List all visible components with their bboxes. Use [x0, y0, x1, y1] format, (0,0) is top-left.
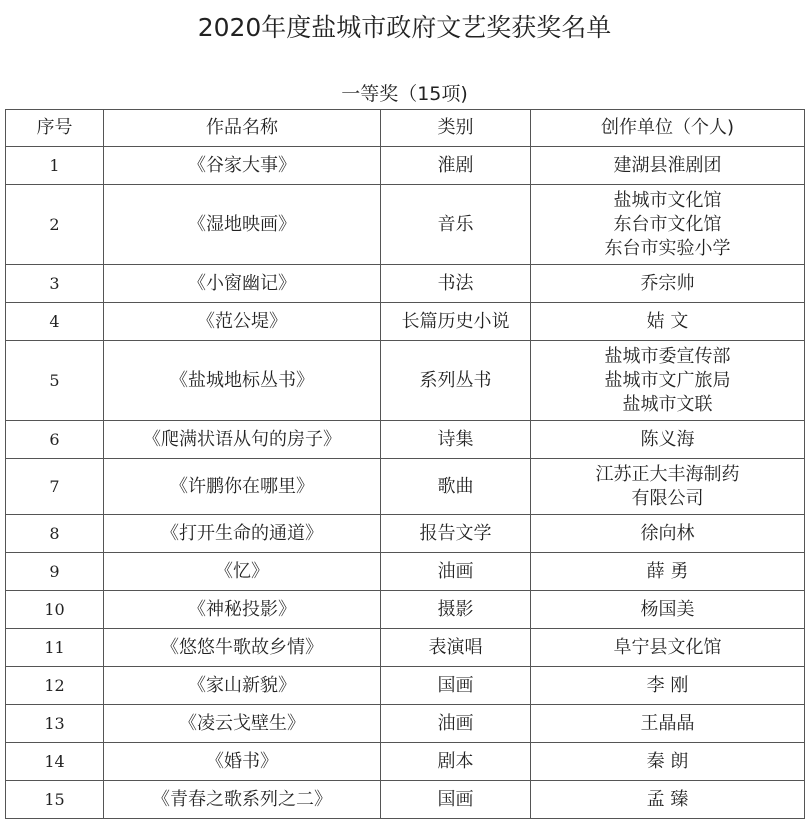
cell-work-title: 《神秘投影》	[104, 591, 381, 629]
cell-work-title: 《青春之歌系列之二》	[104, 781, 381, 819]
cell-creator	[531, 185, 805, 265]
creator-line: 李 刚	[646, 674, 689, 696]
cell-category: 诗集	[381, 421, 531, 459]
cell-number: 8	[6, 515, 104, 553]
cell-work-title: 《家山新貌》	[104, 667, 381, 705]
table-row	[6, 421, 805, 459]
cell-creator	[531, 553, 805, 591]
cell-number: 10	[6, 591, 104, 629]
cell-creator	[531, 147, 805, 185]
creator-line: 王晶晶	[640, 712, 695, 734]
table-row	[6, 341, 805, 421]
cell-creator	[531, 781, 805, 819]
cell-category: 国画	[381, 781, 531, 819]
cell-number: 13	[6, 705, 104, 743]
cell-category: 书法	[381, 265, 531, 303]
creator-line: 盐城市委宣传部	[604, 345, 731, 367]
cell-number: 12	[6, 667, 104, 705]
cell-creator	[531, 591, 805, 629]
creator-line: 江苏正大丰海制药	[595, 463, 740, 485]
cell-category: 报告文学	[381, 515, 531, 553]
cell-creator	[531, 515, 805, 553]
creator-line: 东台市文化馆	[613, 213, 722, 235]
cell-creator	[531, 667, 805, 705]
cell-category: 系列丛书	[381, 341, 531, 421]
cell-work-title: 《忆》	[104, 553, 381, 591]
cell-work-title: 《婚书》	[104, 743, 381, 781]
cell-creator	[531, 743, 805, 781]
page-title: 2020年度盐城市政府文艺奖获奖名单	[197, 13, 612, 42]
creator-line: 乔宗帅	[640, 272, 695, 294]
section-subtitle: 一等奖（15项)	[341, 83, 468, 105]
cell-number: 15	[6, 781, 104, 819]
cell-work-title: 《范公堤》	[104, 303, 381, 341]
table-row	[6, 781, 805, 819]
table-row	[6, 303, 805, 341]
table-row	[6, 591, 805, 629]
cell-work-title: 《悠悠牛歌故乡情》	[104, 629, 381, 667]
cell-category: 长篇历史小说	[381, 303, 531, 341]
table-row	[6, 515, 805, 553]
header-category: 类别	[381, 110, 531, 147]
table-row	[6, 553, 805, 591]
cell-category: 油画	[381, 553, 531, 591]
creator-line: 阜宁县文化馆	[613, 636, 722, 658]
cell-work-title: 《小窗幽记》	[104, 265, 381, 303]
cell-number: 6	[6, 421, 104, 459]
cell-creator	[531, 629, 805, 667]
creator-line: 杨国美	[640, 598, 695, 620]
cell-number: 7	[6, 459, 104, 515]
creator-line: 盐城市文联	[622, 393, 713, 415]
cell-creator	[531, 459, 805, 515]
table-header-row	[6, 110, 805, 147]
cell-category: 表演唱	[381, 629, 531, 667]
cell-creator	[531, 341, 805, 421]
table-row	[6, 743, 805, 781]
creator-line: 徐向林	[640, 522, 695, 544]
creator-line: 秦 朗	[646, 750, 689, 772]
cell-work-title: 《打开生命的通道》	[104, 515, 381, 553]
cell-work-title: 《爬满状语从句的房子》	[104, 421, 381, 459]
creator-line: 盐城市文化馆	[613, 189, 722, 211]
cell-number: 11	[6, 629, 104, 667]
award-table	[5, 109, 805, 819]
table-row	[6, 185, 805, 265]
header-work-title: 作品名称	[104, 110, 381, 147]
table-row	[6, 629, 805, 667]
cell-category: 油画	[381, 705, 531, 743]
cell-category: 歌曲	[381, 459, 531, 515]
table-row	[6, 667, 805, 705]
table-row	[6, 147, 805, 185]
cell-number: 2	[6, 185, 104, 265]
cell-number: 5	[6, 341, 104, 421]
creator-line: 盐城市文广旅局	[604, 369, 731, 391]
cell-number: 9	[6, 553, 104, 591]
cell-category: 剧本	[381, 743, 531, 781]
table-row	[6, 459, 805, 515]
cell-number: 3	[6, 265, 104, 303]
creator-line: 孟 臻	[646, 788, 689, 810]
creator-line: 建湖县淮剧团	[613, 154, 722, 176]
cell-work-title: 《凌云戈壁生》	[104, 705, 381, 743]
creator-line: 薛 勇	[646, 560, 689, 582]
cell-work-title: 《许鹏你在哪里》	[104, 459, 381, 515]
creator-line: 姞 文	[646, 310, 689, 332]
cell-category: 国画	[381, 667, 531, 705]
cell-work-title: 《谷家大事》	[104, 147, 381, 185]
cell-creator	[531, 303, 805, 341]
cell-category: 摄影	[381, 591, 531, 629]
cell-creator	[531, 265, 805, 303]
creator-line: 陈义海	[640, 428, 695, 450]
cell-work-title: 《盐城地标丛书》	[104, 341, 381, 421]
cell-number: 1	[6, 147, 104, 185]
header-creator: 创作单位（个人)	[531, 110, 805, 147]
cell-number: 4	[6, 303, 104, 341]
creator-line: 有限公司	[631, 487, 704, 509]
cell-work-title: 《湿地映画》	[104, 185, 381, 265]
table-row	[6, 705, 805, 743]
cell-number: 14	[6, 743, 104, 781]
cell-category: 淮剧	[381, 147, 531, 185]
header-number: 序号	[6, 110, 104, 147]
creator-line: 东台市实验小学	[604, 237, 731, 259]
cell-creator	[531, 421, 805, 459]
cell-creator	[531, 705, 805, 743]
cell-category: 音乐	[381, 185, 531, 265]
table-row	[6, 265, 805, 303]
